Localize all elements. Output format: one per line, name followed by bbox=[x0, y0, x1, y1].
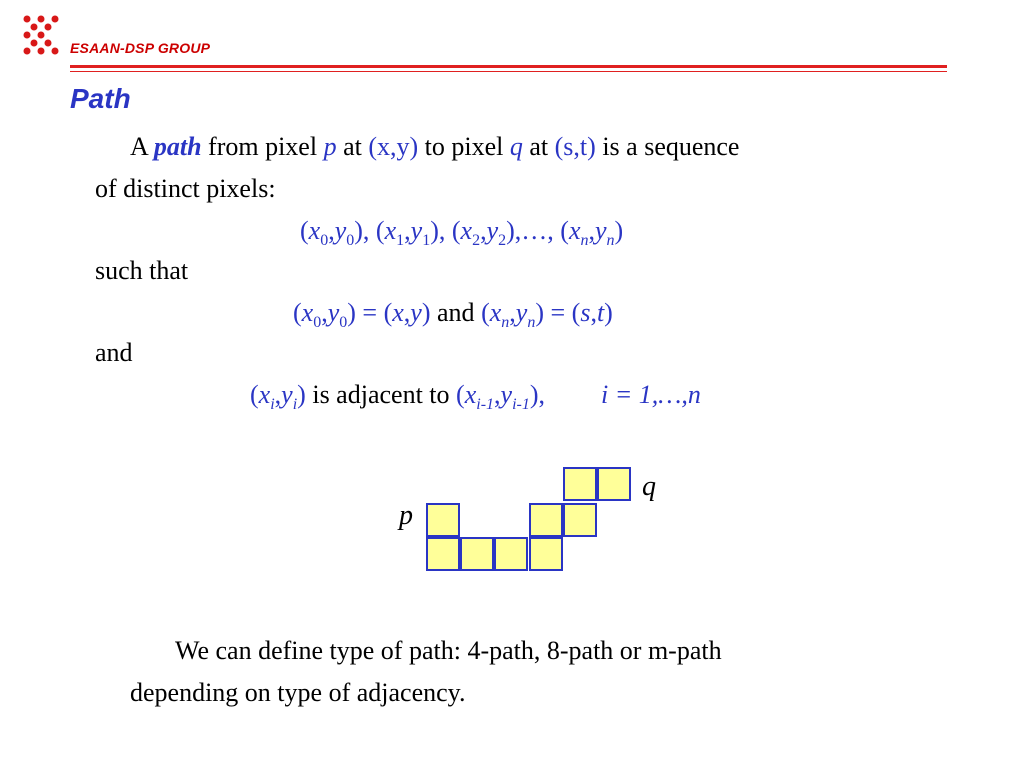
path-cell bbox=[563, 467, 597, 501]
path-cell bbox=[460, 537, 494, 571]
note-line-2: depending on type of adjacency. bbox=[130, 678, 466, 707]
path-cell bbox=[529, 503, 563, 537]
such-that-label: such that bbox=[95, 256, 189, 285]
label-q: q bbox=[642, 471, 656, 502]
path-cell bbox=[529, 537, 563, 571]
path-cell bbox=[426, 503, 460, 537]
header-rule-thin bbox=[70, 71, 947, 72]
header-rule-thick bbox=[70, 65, 947, 68]
group-label: ESAAN-DSP GROUP bbox=[70, 40, 211, 56]
label-p: p bbox=[399, 500, 413, 531]
logo-dots-icon bbox=[22, 14, 68, 56]
slide-title: Path bbox=[70, 83, 131, 114]
path-cell bbox=[426, 537, 460, 571]
note-line-1: We can define type of path: 4-path, 8-path or m-path bbox=[175, 636, 722, 665]
endpoint-formula: $(x_0,y_0) = (x,y)$ and $(x_n,y_n) = (s,t)$ bbox=[293, 298, 613, 331]
definition-line-1: A path from pixel p at (x,y) to pixel q at (s,t) is a sequence bbox=[130, 132, 740, 161]
path-cell bbox=[563, 503, 597, 537]
adjacency-formula: $(x_i,y_i)$ is adjacent to $(x_{i-1},y_{i-1})$, i = 1,…,n bbox=[250, 380, 701, 413]
definition-line-2: of distinct pixels: bbox=[95, 174, 276, 203]
and-label: and bbox=[95, 338, 133, 367]
path-cell bbox=[597, 467, 631, 501]
path-cell bbox=[494, 537, 528, 571]
sequence-formula: $(x_0,y_0)$, $(x_1,y_1)$, $(x_2,y_2),\dots$, $(x_n,y_n)$ bbox=[300, 216, 624, 249]
